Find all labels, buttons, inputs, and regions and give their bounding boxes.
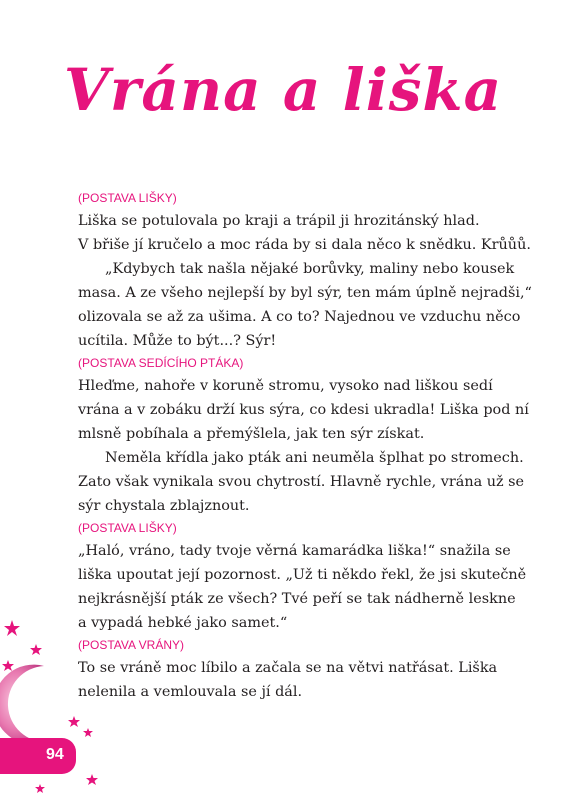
text-line: nejkrásnější pták ze všech? Tvé peří se tak nádherně leskne — [78, 591, 516, 607]
text-line: vrána a v zobáku drží kus sýra, co kdesi ukradla! Liška pod ní — [78, 402, 529, 418]
text-line: Zato však vynikala svou chytrostí. Hlavně rychle, vrána už se — [78, 474, 525, 490]
text-line: mlsně pobíhala a přemýšlela, jak ten sýr získat. — [78, 426, 425, 442]
character-label: (POSTAVA LIŠKY) — [78, 521, 177, 535]
character-label: (POSTAVA LIŠKY) — [78, 191, 177, 205]
text-line: To se vráně moc líbilo a začala se na větvi natřásat. Liška — [78, 660, 498, 676]
text-line: nelenila a vemlouvala se jí dál. — [78, 684, 303, 700]
text-line: ucítila. Může to být...? Sýr! — [78, 333, 277, 349]
text-line: Neměla křídla jako pták ani neuměla šplhat po stromech. — [105, 450, 524, 466]
text-line: Liška se potulovala po kraji a trápil ji hrozitánský hlad. — [78, 213, 480, 229]
text-line: V břiše jí kručelo a moc ráda by si dala něco k snědku. Krůůů. — [78, 237, 531, 253]
text-line: „Kdybych tak našla nějaké borůvky, maliny nebo kousek — [105, 261, 515, 277]
text-line: „Haló, vráno, tady tvoje věrná kamarádka liška!“ snažila se — [78, 543, 511, 559]
character-label: (POSTAVA SEDÍCÍHO PTÁKA) — [78, 356, 244, 370]
text-line: masa. A ze všeho nejlepší by byl sýr, ten mám úplně nejradši,“ — [78, 285, 532, 301]
character-label: (POSTAVA VRÁNY) — [78, 638, 185, 652]
text-line: a vypadá hebké jako samet.“ — [78, 615, 288, 631]
text-line: liška upoutat její pozornost. „Už ti někdo řekl, že jsi skutečně — [78, 567, 527, 583]
text-line: olizovala se až za ušima. A co to? Najednou ve vzduchu něco — [78, 309, 521, 325]
page-title: Vrána a liška — [63, 56, 503, 124]
page-number: 94 — [46, 746, 64, 763]
page-number-tab — [0, 738, 76, 774]
crescent-moon-icon — [0, 665, 48, 745]
text-line: Hleďme, nahoře v koruně stromu, vysoko nad liškou sedí — [78, 378, 493, 394]
story-text — [78, 188, 532, 704]
text-line: sýr chystala zblajznout. — [78, 498, 250, 514]
